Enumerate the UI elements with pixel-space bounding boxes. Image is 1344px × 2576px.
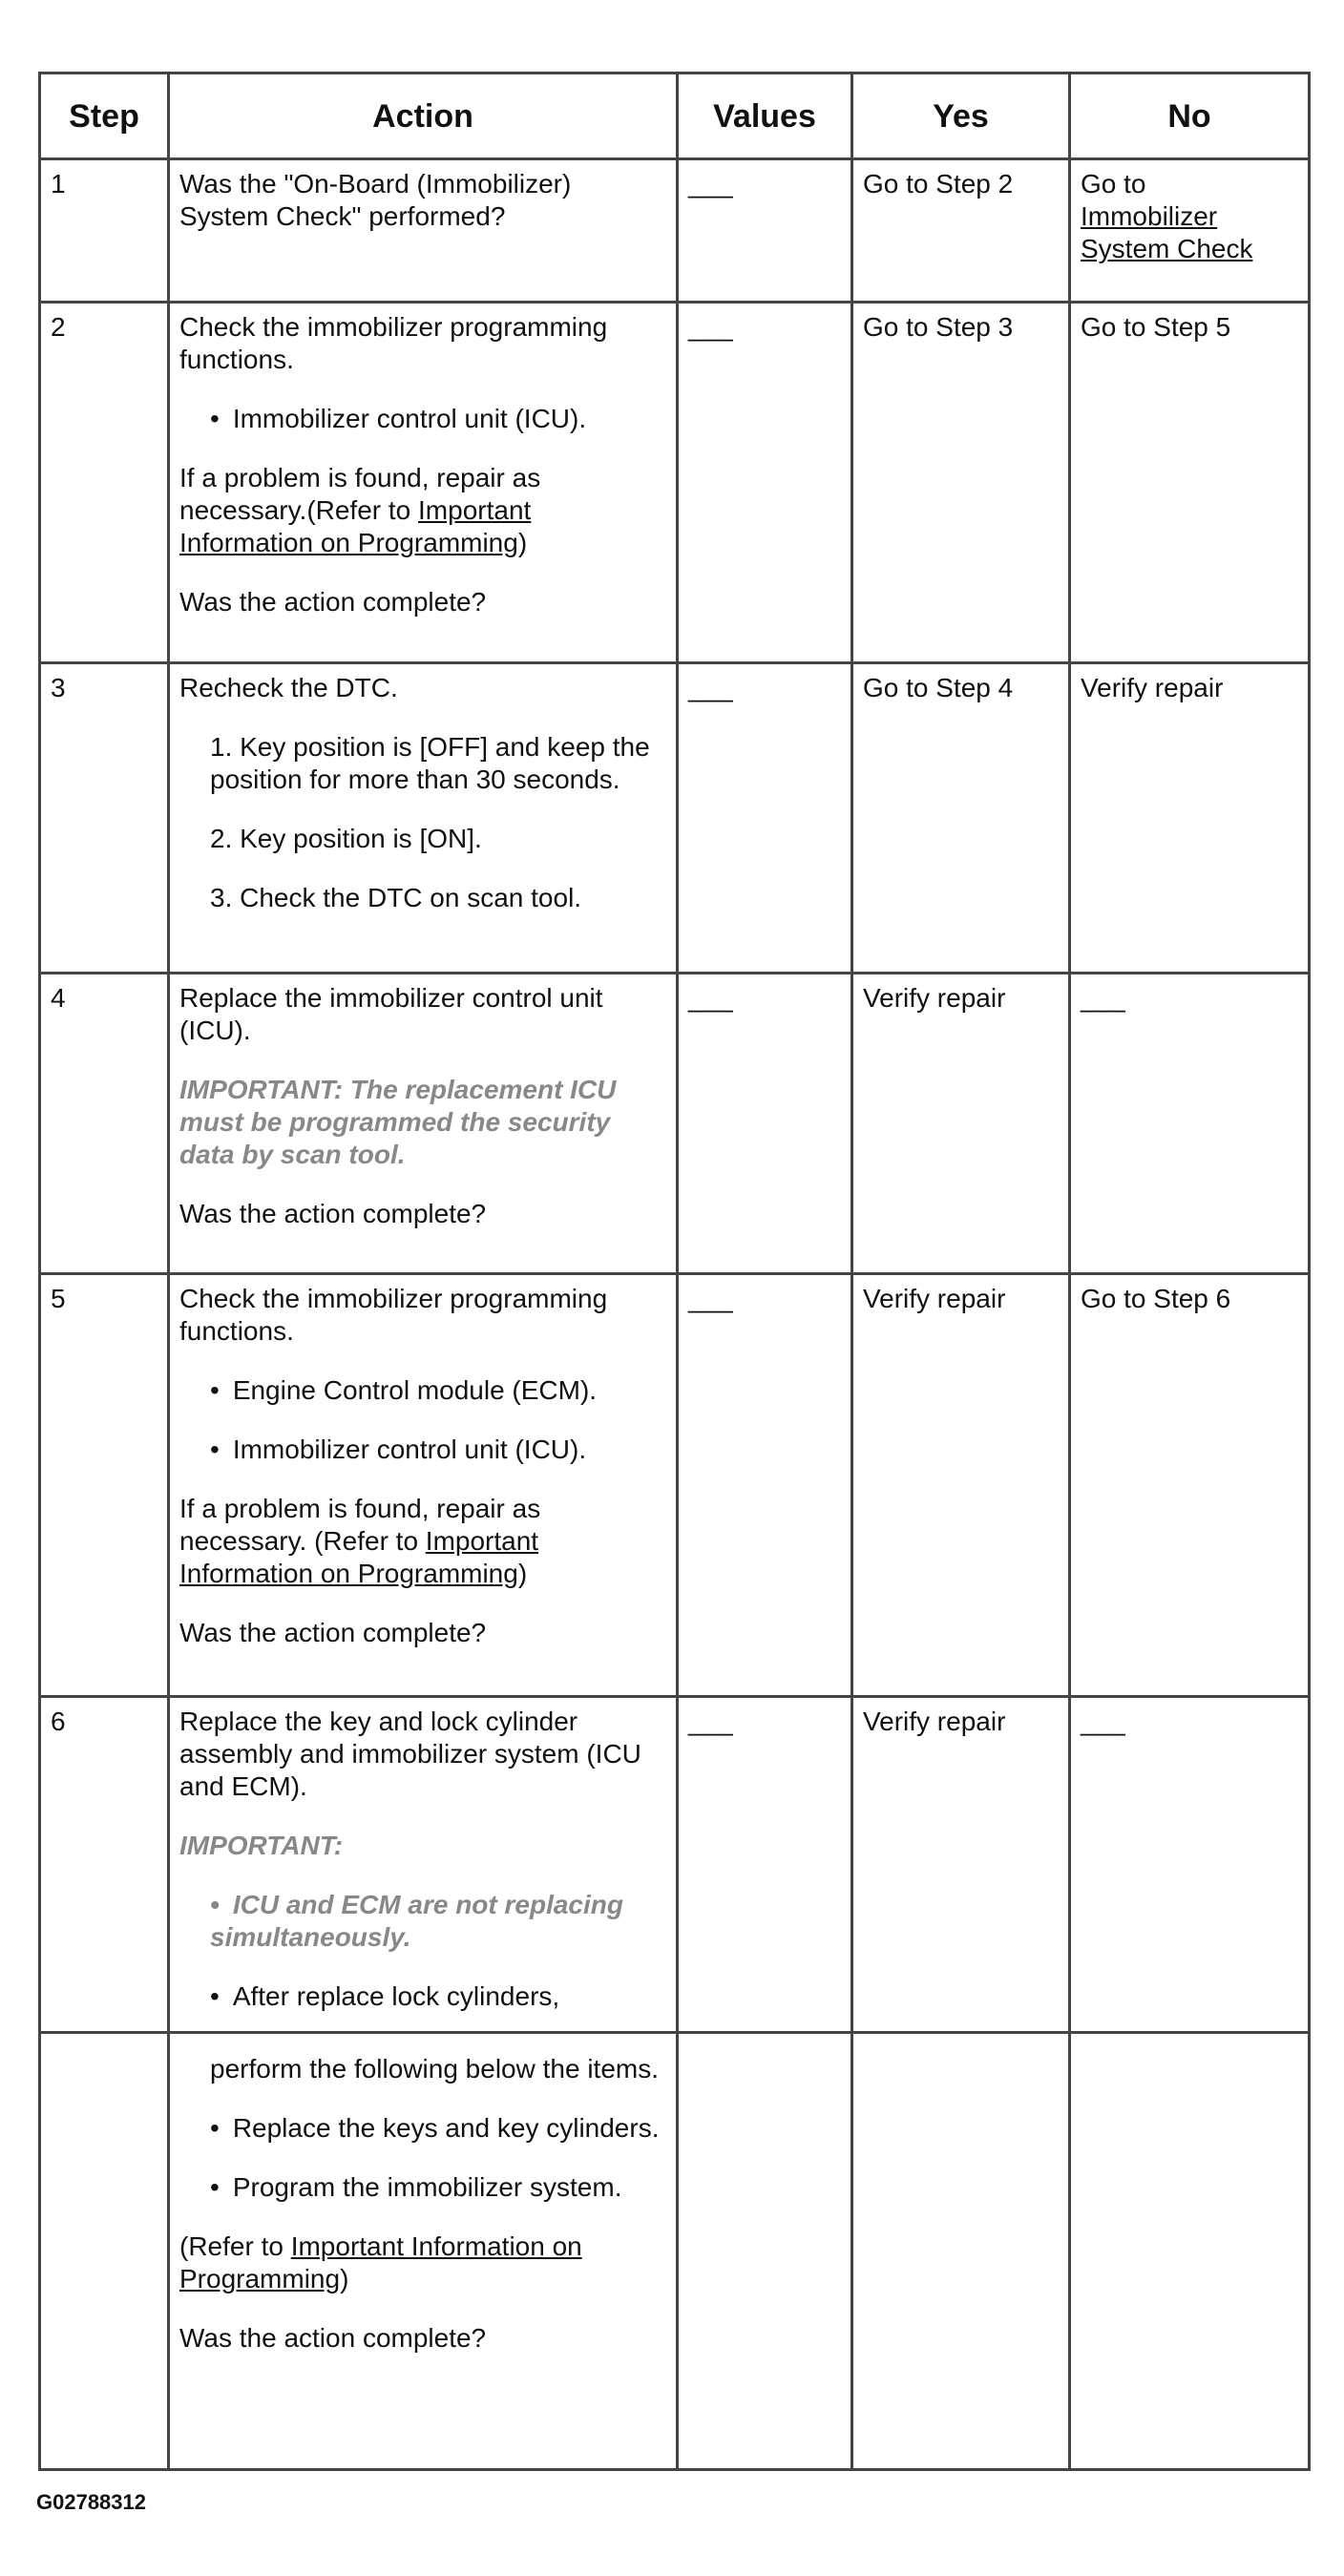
yes-target: Verify repair	[863, 1707, 1006, 1736]
dash-placeholder: ___	[688, 169, 733, 199]
step-number: 1	[40, 159, 169, 303]
action-question: Was the action complete?	[179, 1199, 487, 1228]
list-item: • Immobilizer control unit (ICU).	[179, 403, 666, 435]
yes-target: Go to Step 3	[863, 312, 1014, 342]
list-item: 2. Key position is [ON].	[210, 824, 482, 853]
action-text-post: )	[517, 1559, 528, 1588]
important-information-link[interactable]: Important Information on Programming	[179, 2231, 582, 2293]
no-cell	[1070, 303, 1310, 663]
action-cell	[169, 1697, 678, 2033]
action-text-post: )	[340, 2264, 349, 2293]
dash-placeholder: ___	[688, 673, 733, 702]
values-cell-empty	[678, 2033, 852, 2470]
diagnostic-table	[38, 72, 1311, 2034]
action-text	[179, 1493, 666, 1590]
step-cell-empty	[40, 2033, 169, 2470]
action-cell	[169, 663, 678, 974]
no-cell	[1070, 1697, 1310, 2033]
yes-target: Verify repair	[863, 1284, 1006, 1313]
important-information-link[interactable]: Important Information on Programming	[179, 495, 532, 557]
dash-placeholder: ___	[688, 312, 733, 342]
action-text-pre: If a problem is found, repair as necessary.(Refer to	[179, 463, 541, 525]
no-cell	[1070, 663, 1310, 974]
no-target: Verify repair	[1081, 673, 1224, 702]
diagnostic-table-continuation	[38, 2031, 1311, 2471]
list-item: • Engine Control module (ECM).	[179, 1374, 666, 1407]
important-note: IMPORTANT: The replacement ICU must be programmed the security data by scan tool.	[179, 1075, 617, 1169]
important-note: IMPORTANT:	[179, 1831, 344, 1860]
values-cell	[678, 1274, 852, 1697]
action-text	[179, 462, 666, 559]
step-number: 2	[40, 303, 169, 663]
action-text-post: )	[517, 528, 528, 557]
yes-cell	[852, 159, 1070, 303]
header-values: Values	[678, 73, 852, 159]
values-cell	[678, 159, 852, 303]
action-cell	[169, 974, 678, 1274]
yes-target: Go to Step 2	[863, 169, 1014, 199]
values-cell	[678, 303, 852, 663]
action-text-pre: (Refer to	[179, 2231, 291, 2261]
list-item: • After replace lock cylinders,	[179, 1980, 666, 2013]
step-number: 6	[40, 1697, 169, 2033]
no-cell	[1070, 1274, 1310, 1697]
action-text: Check the immobilizer programming functions.	[179, 1284, 608, 1346]
table-row-step-4	[40, 974, 1310, 1274]
step-number: 4	[40, 974, 169, 1274]
no-target: Go to Step 6	[1081, 1284, 1231, 1313]
dash-placeholder: ___	[688, 1707, 733, 1736]
figure-id: G02788312	[36, 2490, 146, 2514]
action-text: Recheck the DTC.	[179, 673, 398, 702]
yes-cell	[852, 303, 1070, 663]
action-question: Was the action complete?	[179, 587, 487, 617]
values-cell	[678, 663, 852, 974]
no-cell	[1070, 159, 1310, 303]
yes-cell	[852, 974, 1070, 1274]
action-text: Replace the key and lock cylinder assembly and immobilizer system (ICU and ECM).	[179, 1707, 641, 1801]
list-item: 1. Key position is [OFF] and keep the position for more than 30 seconds.	[210, 732, 650, 794]
action-text: Check the immobilizer programming functions.	[179, 312, 608, 374]
action-cell	[169, 159, 678, 303]
table-row-step-1	[40, 159, 1310, 303]
dash-placeholder: ___	[1081, 1707, 1125, 1736]
important-bullet: • ICU and ECM are not replacing simultaneously.	[179, 1889, 666, 1954]
dash-placeholder: ___	[1081, 983, 1125, 1013]
header-row	[40, 73, 1310, 159]
table-row-continuation	[40, 2033, 1310, 2470]
table-row-step-5	[40, 1274, 1310, 1697]
header-action: Action	[169, 73, 678, 159]
list-item: • Program the immobilizer system.	[179, 2171, 666, 2204]
table-row-step-2	[40, 303, 1310, 663]
header-yes: Yes	[852, 73, 1070, 159]
action-question: Was the action complete?	[179, 2323, 487, 2353]
no-cell-empty	[1070, 2033, 1310, 2470]
yes-cell	[852, 663, 1070, 974]
values-cell	[678, 974, 852, 1274]
action-cell	[169, 2033, 678, 2470]
important-information-link[interactable]: Important Information on Programming	[179, 1526, 539, 1588]
step-number: 5	[40, 1274, 169, 1697]
action-question: Was the action complete?	[179, 1618, 487, 1647]
list-item: • Immobilizer control unit (ICU).	[179, 1434, 666, 1466]
values-cell	[678, 1697, 852, 2033]
yes-cell	[852, 1274, 1070, 1697]
yes-target: Go to Step 4	[863, 673, 1014, 702]
no-prefix: Go to	[1081, 169, 1146, 199]
yes-cell-empty	[852, 2033, 1070, 2470]
header-step: Step	[40, 73, 169, 159]
yes-target: Verify repair	[863, 983, 1006, 1013]
yes-cell	[852, 1697, 1070, 2033]
table-row-step-3	[40, 663, 1310, 974]
list-item: 3. Check the DTC on scan tool.	[210, 883, 582, 912]
action-text: Was the "On-Board (Immobilizer) System Check" performed?	[179, 169, 572, 231]
dash-placeholder: ___	[688, 1284, 733, 1313]
action-text: Replace the immobilizer control unit (ICU).	[179, 983, 603, 1045]
dash-placeholder: ___	[688, 983, 733, 1013]
header-no: No	[1070, 73, 1310, 159]
action-cell	[169, 303, 678, 663]
action-text	[179, 2230, 666, 2295]
no-target: Go to Step 5	[1081, 312, 1231, 342]
action-text-pre: If a problem is found, repair as necessary. (Refer to	[179, 1494, 541, 1556]
step-number: 3	[40, 663, 169, 974]
no-cell	[1070, 974, 1310, 1274]
action-text: perform the following below the items.	[210, 2054, 659, 2084]
list-item: • Replace the keys and key cylinders.	[179, 2112, 666, 2145]
table-row-step-6	[40, 1697, 1310, 2033]
immobilizer-system-check-link[interactable]: Immobilizer System Check	[1081, 201, 1253, 263]
action-cell	[169, 1274, 678, 1697]
